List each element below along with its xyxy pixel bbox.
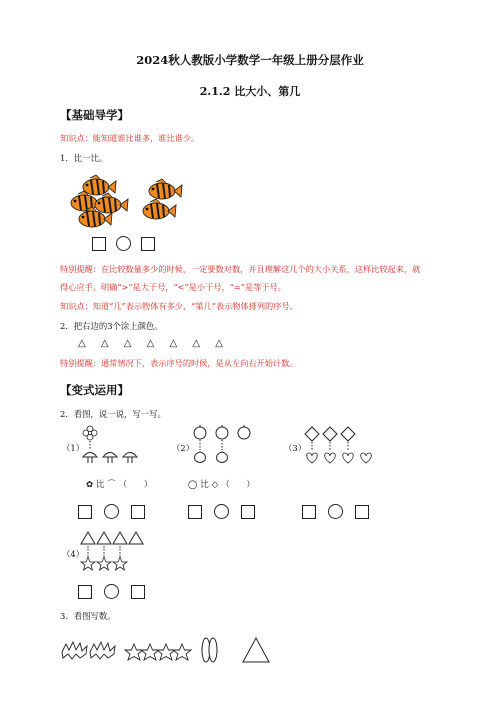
star-icons (125, 644, 191, 660)
fish-group-left (71, 175, 128, 227)
special-tip-1-line-2: 得心应手。明确“>”是大于号，“<”是小于号，“=”是等于号。 (60, 282, 286, 292)
answer-box[interactable] (92, 237, 106, 251)
answer-circle[interactable] (104, 504, 119, 519)
answer-box[interactable] (188, 505, 202, 519)
answer-circle[interactable] (328, 504, 343, 519)
part-4-label: （4） (62, 549, 85, 559)
answer-box[interactable] (78, 585, 92, 599)
compare-word: 比 (200, 479, 209, 489)
question-variant-3: 3．看图写数。 (60, 611, 116, 621)
answer-box[interactable] (141, 237, 155, 251)
mushroom-icons (83, 453, 137, 464)
count-figures (60, 632, 280, 666)
special-tip-1-line-1: 特别提醒：在比较数量多少的时候，一定要数对数，并且理解这几个的大小关系，这样比较起来，就 (60, 264, 421, 274)
burst-icons (62, 642, 115, 659)
answer-box[interactable] (131, 585, 145, 599)
part-1-figures (80, 425, 150, 473)
answer-box[interactable] (241, 505, 255, 519)
section-variant-heading: 【变式运用】 (60, 383, 129, 397)
star-icons (81, 557, 127, 570)
apple-icons (194, 425, 250, 439)
fish-group-right (143, 179, 182, 219)
mushroom-icon: ⌒ (107, 479, 116, 489)
peach-icons (195, 452, 228, 463)
compare-answer-row-1 (92, 236, 155, 251)
knowledge-point-2: 知识点：知道“几”表示物体有多少，“第几”表示物体排列的序号。 (60, 301, 298, 311)
answer-box[interactable] (302, 505, 316, 519)
part-2-figures (190, 425, 265, 473)
answer-paren[interactable]: （ ） (118, 479, 153, 489)
triangle-icons (81, 532, 143, 544)
answer-paren[interactable]: （ ） (221, 479, 255, 489)
question-2: 2．把右边的3个涂上颜色。 (60, 321, 163, 331)
compare-word: 比 (96, 479, 105, 489)
knowledge-point-1: 知识点：能知道谁比谁多，谁比谁少。 (60, 133, 200, 143)
triangle-icon (243, 638, 269, 662)
question-1: 1．比一比。 (60, 153, 108, 163)
part-1-compare (86, 478, 152, 490)
page-title: 2024秋人教版小学数学一年级上册分层作业 (136, 53, 364, 67)
part-1-label: （1） (62, 443, 85, 453)
flower-icon (83, 426, 97, 440)
flower-icon: ✿ (86, 479, 94, 489)
answer-circle[interactable] (214, 504, 229, 519)
heart-icons (307, 453, 372, 463)
answer-circle[interactable] (116, 236, 131, 251)
section-basic-heading: 【基础导学】 (60, 108, 129, 122)
special-tip-2: 特别提醒：通常情况下，表示序号的时候，是从左向右开始计数。 (60, 358, 298, 368)
part-2-label: （2） (172, 443, 195, 453)
compare-answer-row-p3 (302, 504, 369, 519)
fish-illustration (68, 172, 188, 230)
part-3-label: （3） (284, 443, 307, 453)
part-3-figures (302, 425, 382, 473)
triangle-row[interactable]: △ △ △ △ △ △ △ (78, 338, 229, 349)
answer-box[interactable] (355, 505, 369, 519)
page-subtitle: 2.1.2 比大小、第几 (199, 85, 301, 98)
compare-answer-row-p1 (78, 504, 145, 519)
question-variant-2: 2．看图，说一说，写一写。 (60, 409, 166, 419)
part-4-figures (80, 530, 160, 578)
peach-icon: ◇ (211, 479, 219, 489)
compare-answer-row-p4 (78, 584, 145, 599)
compare-answer-row-p2 (188, 504, 255, 519)
answer-box[interactable] (131, 505, 145, 519)
answer-box[interactable] (78, 505, 92, 519)
part-2-compare (188, 478, 255, 490)
diamond-icons (305, 427, 355, 441)
ring-icon (202, 638, 217, 662)
apple-icon: ◯ (188, 479, 198, 489)
answer-circle[interactable] (104, 584, 119, 599)
